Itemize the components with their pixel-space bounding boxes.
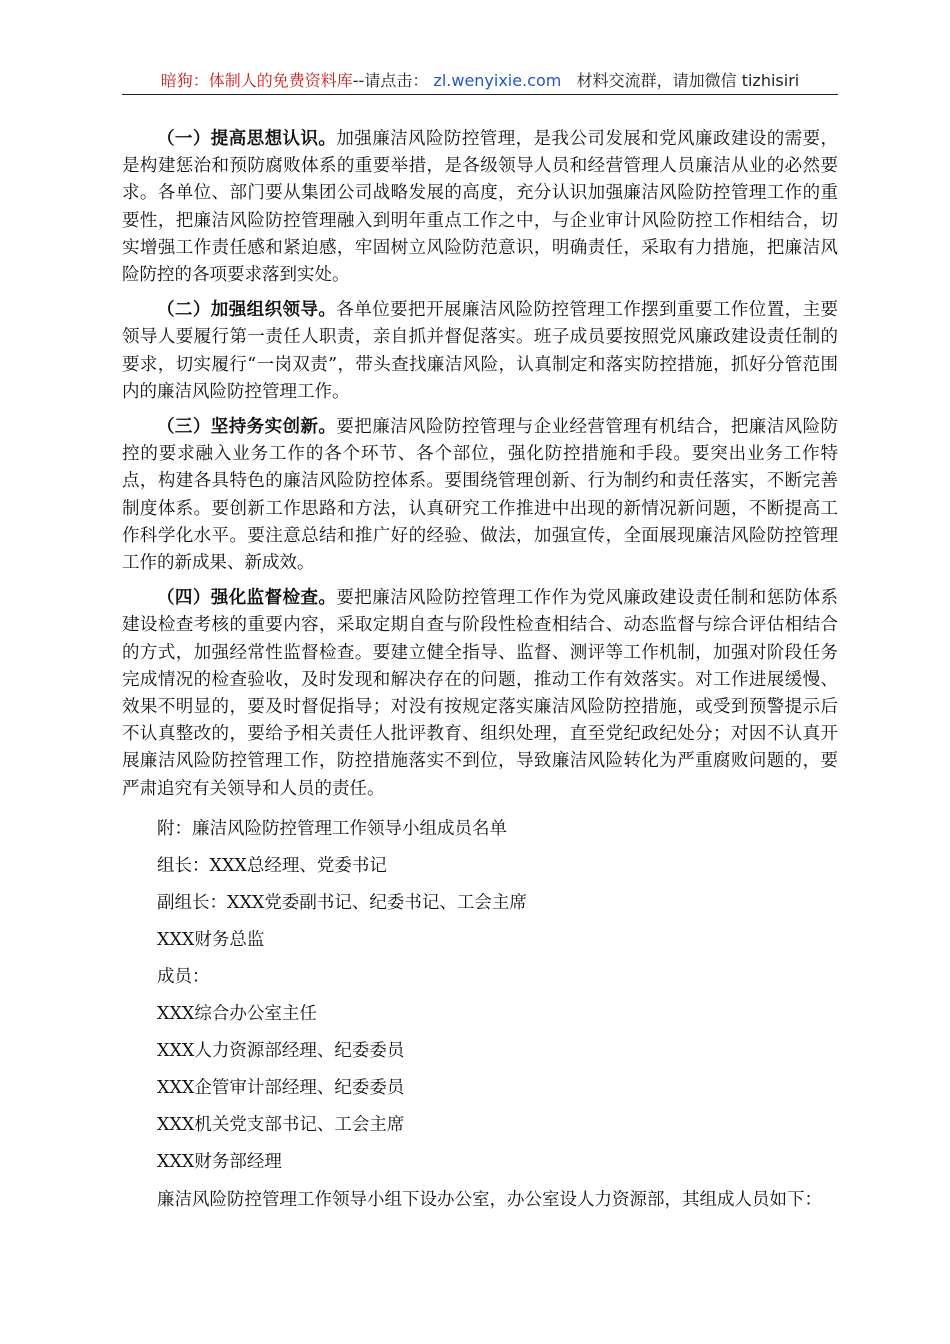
deputy-leader-line: XXX财务总监 (157, 929, 265, 950)
member-line: XXX企管审计部经理、纪委委员 (157, 1077, 405, 1098)
section-paragraph (122, 297, 838, 406)
header-brand: 暗狗：体制人的免费资料库 (160, 71, 353, 90)
section-heading: （一）提高思想认识。 (157, 129, 337, 149)
section-paragraph (122, 126, 838, 289)
member-line: XXX财务部经理 (157, 1151, 282, 1172)
appendix-title: 附：廉洁风险防控管理工作领导小组成员名单 (157, 818, 507, 839)
deputy-leader-line: 副组长：XXX党委副书记、纪委书记、工会主席 (157, 892, 527, 913)
section-heading: （二）加强组织领导。 (157, 300, 337, 321)
member-line: XXX机关党支部书记、工会主席 (157, 1114, 405, 1135)
section-paragraph (122, 585, 838, 803)
header-link[interactable]: zl.wenyixie.com (433, 71, 562, 90)
page-header (122, 68, 838, 95)
member-line: XXX综合办公室主任 (157, 1003, 317, 1024)
section-heading: （三）坚持务实创新。 (157, 417, 337, 438)
leader-line: 组长：XXX总经理、党委书记 (157, 855, 387, 876)
section-heading: （四）强化监督检查。 (157, 588, 337, 609)
section-text: 各单位要把开展廉洁风险防控管理工作摆到重要工作位置，主要领导人要履行第一责任人职责，亲自抓并督促落实。班子成员要按照党风廉政建设责任制的要求，切实履行“一岗双责”，带头查找廉洁风险，认真制定和落实防控措施，抓好分管范围内的廉洁风险防控管理工作。 (122, 300, 839, 402)
section-text: 要把廉洁风险防控管理工作作为党风廉政建设责任制和惩防体系建设检查考核的重要内容，采取定期自查与阶段性检查相结合、动态监督与综合评估相结合的方式，加强经常性监督检查。要建立健全指导、监督、测评等工作机制，加强对阶段任务完成情况的检查验收，及时发现和解决存在的问题，推动工作有效落实。对工作进展缓慢、效果不明显的，要及时督促指导；对没有按规定落实廉洁风险防控措施，或受到预警提示后不认真整改的，要给予相关责任人批评教育、组织处理，直至党纪政纪处分；对因不认真开展廉洁风险防控管理工作，防控措施落实不到位，导致廉洁风险转化为严重腐败问题的，要严肃追究有关领导和人员的责任。 (122, 588, 839, 799)
section-paragraph (122, 414, 838, 577)
section-text: 要把廉洁风险防控管理与企业经营管理有机结合，把廉洁风险防控的要求融入业务工作的各个环节、各个部位，强化防控措施和手段。要突出业务工作特点，构建各具特色的廉洁风险防控体系。要围绕管理创新、行为制约和责任落实，不断完善制度体系。要创新工作思路和方法，认真研究工作推进中出现的新情况新问题，不断提高工作科学化水平。要注意总结和推广好的经验、做法，加强宣传，全面展现廉洁风险防控管理工作的新成果、新成效。 (122, 417, 839, 574)
closing-paragraph: 廉洁风险防控管理工作领导小组下设办公室，办公室设人力资源部，其组成人员如下： (157, 1189, 822, 1210)
members-label: 成员： (157, 966, 210, 987)
section-text: 加强廉洁风险防控管理，是我公司发展和党风廉政建设的需要，是构建惩治和预防腐败体系的重要举措，是各级领导人员和经营管理人员廉洁从业的必然要求。各单位、部门要从集团公司战略发展的高度，充分认识加强廉洁风险防控管理工作的重要性，把廉洁风险防控管理融入到明年重点工作之中，与企业审计风险防控工作相结合，切实增强工作责任感和紧迫感，牢固树立风险防范意识，明确责任，采取有力措施，把廉洁风险防控的各项要求落到实处。 (122, 129, 839, 286)
header-prompt: --请点击： (352, 71, 429, 90)
document-body (122, 126, 838, 1214)
header-group-info: 材料交流群，请加微信 tizhisiri (576, 71, 800, 90)
member-line: XXX人力资源部经理、纪委委员 (157, 1040, 405, 1061)
